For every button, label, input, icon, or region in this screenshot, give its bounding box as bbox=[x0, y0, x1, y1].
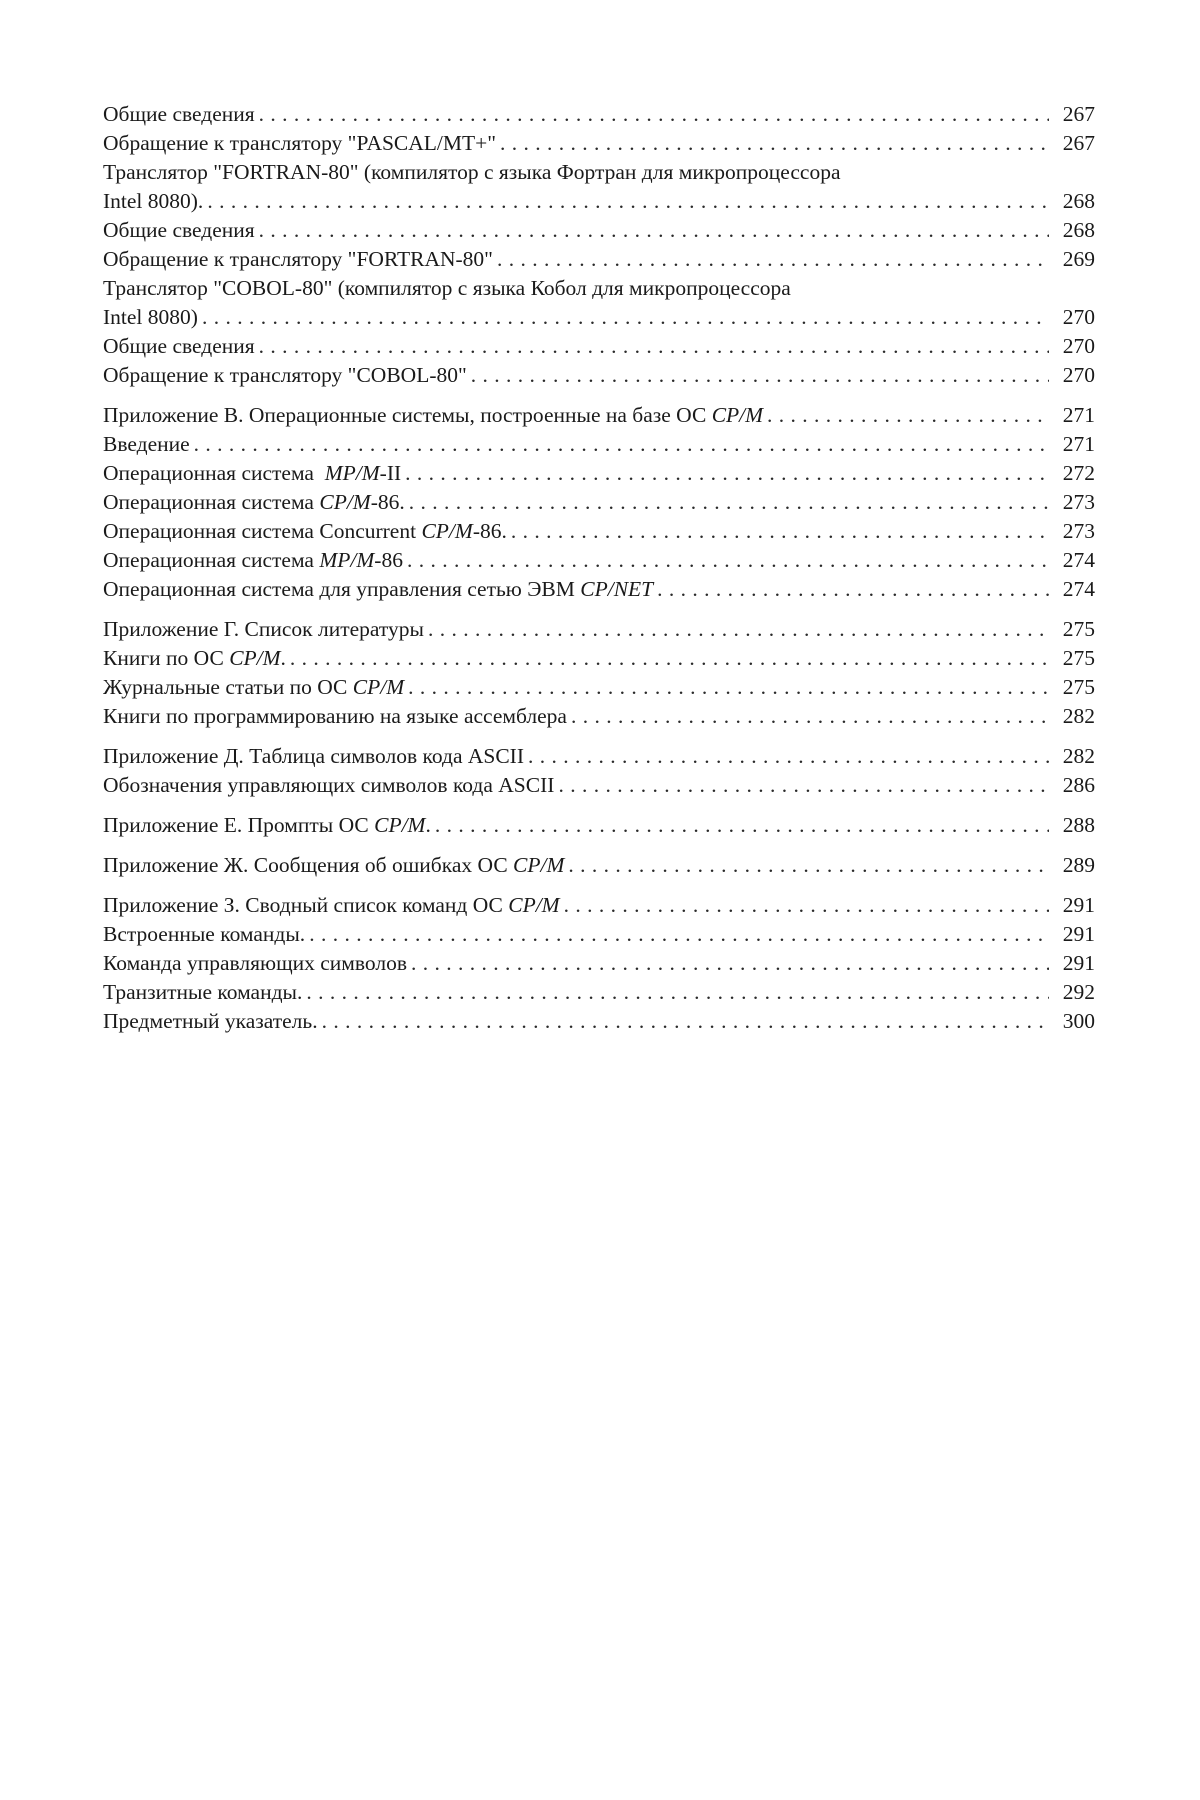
dot-leader bbox=[571, 702, 1049, 731]
toc-entry-title-italic: CP/M bbox=[352, 675, 405, 699]
dot-leader bbox=[428, 615, 1049, 644]
toc-entry-row bbox=[103, 920, 1095, 949]
toc-entry bbox=[103, 615, 1095, 644]
dot-leader bbox=[408, 673, 1049, 702]
toc-entry-row bbox=[103, 615, 1095, 644]
toc-entry-title-text: Операционная система bbox=[103, 490, 320, 514]
dot-leader bbox=[306, 978, 1049, 1007]
toc-entry-title bbox=[103, 1007, 318, 1036]
toc-entry-row bbox=[103, 575, 1095, 604]
toc-entry-row bbox=[103, 332, 1095, 361]
toc-entry-title bbox=[103, 575, 653, 604]
toc-entry-title-text: Обращение к транслятору "FORTRAN-80" bbox=[103, 247, 493, 271]
toc-entry bbox=[103, 771, 1095, 800]
toc-entry-row bbox=[103, 851, 1095, 880]
toc-page-number: 271 bbox=[1062, 432, 1095, 456]
toc-page-number: 271 bbox=[1062, 403, 1095, 427]
toc-entry-title bbox=[103, 644, 286, 673]
toc-entry-title-italic: CP/NET bbox=[580, 577, 654, 601]
toc-entry bbox=[103, 216, 1095, 245]
dot-leader bbox=[407, 546, 1049, 575]
toc-page-number: 275 bbox=[1062, 675, 1095, 699]
toc-entry-row bbox=[103, 1007, 1095, 1036]
toc-entry bbox=[103, 488, 1095, 517]
toc-entry-title bbox=[103, 430, 190, 459]
toc-entry bbox=[103, 245, 1095, 274]
toc-entry-title-text: -II bbox=[379, 461, 402, 485]
toc-entry-title-text: Приложение В. Операционные системы, построенные на базе ОС bbox=[103, 403, 712, 427]
toc-entry bbox=[103, 459, 1095, 488]
toc-entry-row bbox=[103, 949, 1095, 978]
toc-entry bbox=[103, 851, 1095, 880]
toc-page-number: 270 bbox=[1062, 363, 1095, 387]
dot-leader bbox=[405, 459, 1049, 488]
toc-entry-title bbox=[103, 245, 493, 274]
toc-entry-title-text: Книги по программированию на языке ассемблера bbox=[103, 704, 567, 728]
toc-entry-title-text: Книги по ОС bbox=[103, 646, 230, 670]
toc-entry-title-text: Команда управляющих символов bbox=[103, 951, 408, 975]
toc-entry-title bbox=[103, 811, 431, 840]
toc-entry-title bbox=[103, 303, 198, 332]
toc-entry-title-italic: CP/M bbox=[229, 646, 281, 670]
toc-entry-title bbox=[103, 891, 560, 920]
dot-leader bbox=[767, 401, 1049, 430]
toc-entry-title-text: Предметный указатель. bbox=[103, 1009, 318, 1033]
toc-entry-row bbox=[103, 216, 1095, 245]
toc-entry-title bbox=[103, 216, 255, 245]
toc-page-number: 270 bbox=[1062, 334, 1095, 358]
toc-entry-title-italic: CP/M bbox=[374, 813, 426, 837]
toc-page-number: 269 bbox=[1062, 247, 1095, 271]
toc-page-number: 291 bbox=[1062, 893, 1095, 917]
toc-page-number: 267 bbox=[1062, 131, 1095, 155]
dot-leader bbox=[500, 129, 1049, 158]
toc-entry-title-line: Транслятор "FORTRAN-80" (компилятор с языка Фортран для микропроцессора bbox=[103, 160, 841, 184]
toc-entry-row bbox=[103, 771, 1095, 800]
dot-leader bbox=[322, 1007, 1049, 1036]
toc-entry-title-text: Журнальные статьи по ОС bbox=[103, 675, 353, 699]
dot-leader bbox=[409, 488, 1049, 517]
toc-entry-title bbox=[103, 673, 404, 702]
dot-leader bbox=[657, 575, 1049, 604]
toc-entry-title bbox=[103, 742, 524, 771]
table-of-contents bbox=[103, 100, 1095, 1036]
toc-page-number: 300 bbox=[1062, 1009, 1095, 1033]
toc-entry-title bbox=[103, 615, 424, 644]
toc-entry-title bbox=[103, 702, 567, 731]
toc-entry-title-text: -86 bbox=[374, 548, 403, 572]
toc-entry bbox=[103, 361, 1095, 390]
toc-page-number: 274 bbox=[1062, 548, 1095, 572]
toc-page-number: 275 bbox=[1062, 646, 1095, 670]
toc-page-number: 274 bbox=[1062, 577, 1095, 601]
toc-entry-title-text: Обозначения управляющих символов кода ASCII bbox=[103, 773, 555, 797]
toc-entry-row bbox=[103, 361, 1095, 390]
toc-entry bbox=[103, 920, 1095, 949]
toc-entry-title-text: Общие сведения bbox=[103, 218, 255, 242]
toc-entry bbox=[103, 742, 1095, 771]
dot-leader bbox=[528, 742, 1049, 771]
toc-entry bbox=[103, 430, 1095, 459]
dot-leader bbox=[309, 920, 1049, 949]
toc-entry-title-italic: CP/M bbox=[513, 853, 565, 877]
toc-entry-title bbox=[103, 771, 554, 800]
toc-entry bbox=[103, 891, 1095, 920]
toc-entry-row bbox=[103, 488, 1095, 517]
toc-page-number: 270 bbox=[1062, 305, 1095, 329]
toc-entry-row bbox=[103, 517, 1095, 546]
toc-entry bbox=[103, 949, 1095, 978]
toc-entry bbox=[103, 1007, 1095, 1036]
toc-entry bbox=[103, 332, 1095, 361]
toc-entry-row bbox=[103, 811, 1095, 840]
toc-entry-title-italic: CP/M bbox=[421, 519, 473, 543]
toc-entry-title-text: Приложение Д. Таблица символов кода ASCII bbox=[103, 744, 525, 768]
toc-entry-title bbox=[103, 546, 403, 575]
dot-leader bbox=[259, 332, 1049, 361]
toc-entry-title-text: Обращение к транслятору "COBOL-80" bbox=[103, 363, 467, 387]
toc-entry-row bbox=[103, 401, 1095, 430]
toc-page-number: 268 bbox=[1062, 189, 1095, 213]
toc-page-number: 288 bbox=[1062, 813, 1095, 837]
toc-entry-title bbox=[103, 949, 407, 978]
toc-entry-title-text: -86. bbox=[472, 519, 507, 543]
toc-entry-title bbox=[103, 100, 255, 129]
toc-entry-title bbox=[103, 488, 405, 517]
toc-entry-title-text: Общие сведения bbox=[103, 102, 255, 126]
toc-entry-title-text: Операционная система Concurrent bbox=[103, 519, 422, 543]
toc-entry-title-text: -86. bbox=[370, 490, 405, 514]
toc-entry bbox=[103, 811, 1095, 840]
toc-entry bbox=[103, 100, 1095, 129]
toc-entry-row bbox=[103, 742, 1095, 771]
toc-entry-title-italic: CP/M bbox=[711, 403, 764, 427]
toc-entry-title-text: Приложение З. Сводный список команд ОС bbox=[103, 893, 509, 917]
toc-entry-title-text: Общие сведения bbox=[103, 334, 255, 358]
toc-entry-row bbox=[103, 459, 1095, 488]
toc-page-number: 268 bbox=[1062, 218, 1095, 242]
toc-entry-row bbox=[103, 891, 1095, 920]
dot-leader bbox=[568, 851, 1049, 880]
toc-entry-title bbox=[103, 187, 203, 216]
dot-leader bbox=[411, 949, 1049, 978]
toc-entry bbox=[103, 575, 1095, 604]
dot-leader bbox=[290, 644, 1049, 673]
toc-entry-title bbox=[103, 401, 763, 430]
toc-page-number: 273 bbox=[1062, 490, 1095, 514]
toc-entry bbox=[103, 644, 1095, 673]
toc-entry-title bbox=[103, 459, 401, 488]
toc-entry-row bbox=[103, 644, 1095, 673]
toc-entry bbox=[103, 978, 1095, 1007]
toc-entry-title-text: Транзитные команды. bbox=[103, 980, 303, 1004]
toc-entry bbox=[103, 401, 1095, 430]
toc-entry-row bbox=[103, 702, 1095, 731]
dot-leader bbox=[511, 517, 1049, 546]
toc-entry-title-line: Транслятор "COBOL-80" (компилятор с языка Кобол для микропроцессора bbox=[103, 276, 791, 300]
toc-entry bbox=[103, 517, 1095, 546]
toc-entry bbox=[103, 673, 1095, 702]
toc-entry-title-text: Обращение к транслятору "PASCAL/MT+" bbox=[103, 131, 497, 155]
toc-page-number: 291 bbox=[1062, 951, 1095, 975]
toc-entry-title-italic: CP/M bbox=[319, 490, 371, 514]
toc-entry-title bbox=[103, 332, 255, 361]
toc-entry-title bbox=[103, 361, 467, 390]
toc-entry-title-text: Intel 8080) bbox=[103, 305, 198, 329]
dot-leader bbox=[497, 245, 1049, 274]
toc-entry-title-text: Операционная система bbox=[103, 461, 325, 485]
toc-page-number: 286 bbox=[1062, 773, 1095, 797]
toc-entry-title-text: Приложение Г. Список литературы bbox=[103, 617, 424, 641]
dot-leader bbox=[471, 361, 1049, 390]
toc-entry-title-text: . bbox=[425, 813, 431, 837]
toc-page-number: 282 bbox=[1062, 704, 1095, 728]
dot-leader bbox=[207, 187, 1049, 216]
toc-entry-row bbox=[103, 673, 1095, 702]
toc-page-number: 273 bbox=[1062, 519, 1095, 543]
toc-entry-row bbox=[103, 546, 1095, 575]
toc-entry bbox=[103, 274, 1095, 332]
toc-entry-row bbox=[103, 187, 1095, 216]
toc-entry-row bbox=[103, 978, 1095, 1007]
toc-entry-title bbox=[103, 517, 507, 546]
dot-leader bbox=[194, 430, 1049, 459]
toc-page-number: 275 bbox=[1062, 617, 1095, 641]
toc-entry-title-text: Операционная система для управления сетью ЭВМ bbox=[103, 577, 581, 601]
toc-page-number: 267 bbox=[1062, 102, 1095, 126]
toc-entry-title-text: Встроенные команды. bbox=[103, 922, 306, 946]
toc-entry-title bbox=[103, 978, 302, 1007]
toc-entry bbox=[103, 129, 1095, 158]
toc-entry-row bbox=[103, 430, 1095, 459]
dot-leader bbox=[435, 811, 1049, 840]
toc-entry-title bbox=[103, 920, 305, 949]
toc-entry-title bbox=[103, 851, 564, 880]
dot-leader bbox=[259, 100, 1049, 129]
dot-leader bbox=[558, 771, 1049, 800]
toc-entry-title-italic: CP/M bbox=[508, 893, 560, 917]
toc-entry-row bbox=[103, 303, 1095, 332]
toc-page-number: 272 bbox=[1062, 461, 1095, 485]
toc-entry-row bbox=[103, 129, 1095, 158]
dot-leader bbox=[564, 891, 1049, 920]
toc-entry-title-text: Операционная система bbox=[103, 548, 320, 572]
toc-entry-title-text: Intel 8080). bbox=[103, 189, 204, 213]
toc-entry-title bbox=[103, 129, 496, 158]
toc-entry-title-text: Приложение Ж. Сообщения об ошибках ОС bbox=[103, 853, 514, 877]
toc-page-number: 289 bbox=[1062, 853, 1095, 877]
toc-entry-title-italic: MP/M bbox=[324, 461, 380, 485]
toc-entry bbox=[103, 158, 1095, 216]
toc-entry-title-text: . bbox=[280, 646, 286, 670]
toc-page-number: 292 bbox=[1062, 980, 1095, 1004]
toc-entry bbox=[103, 702, 1095, 731]
toc-entry-title-text: Введение bbox=[103, 432, 190, 456]
toc-page-number: 282 bbox=[1062, 744, 1095, 768]
toc-entry-title-text: Приложение Е. Промпты ОС bbox=[103, 813, 375, 837]
document-page bbox=[103, 100, 1095, 1036]
toc-entry-title-italic: MP/M bbox=[319, 548, 375, 572]
dot-leader bbox=[202, 303, 1049, 332]
dot-leader bbox=[259, 216, 1049, 245]
toc-entry-row bbox=[103, 100, 1095, 129]
toc-page-number: 291 bbox=[1062, 922, 1095, 946]
toc-entry-row bbox=[103, 245, 1095, 274]
toc-entry bbox=[103, 546, 1095, 575]
